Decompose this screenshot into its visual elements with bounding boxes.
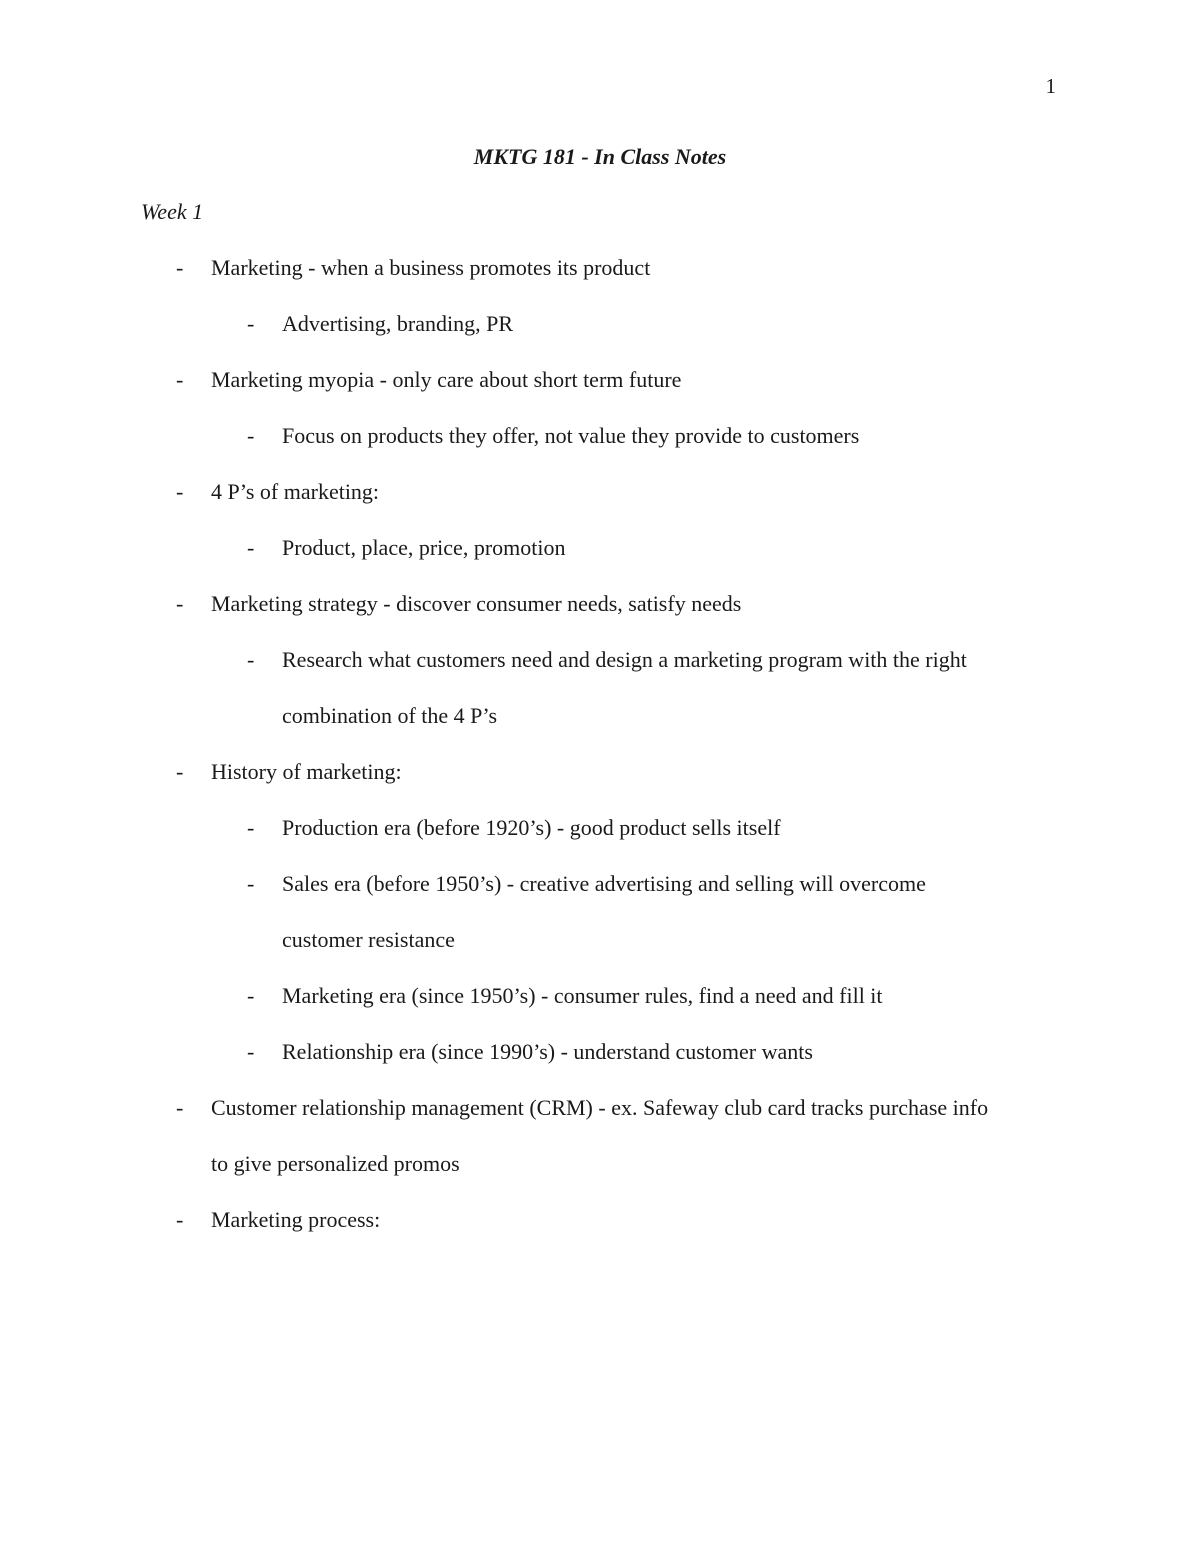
note-text: Marketing era (since 1950’s) - consumer rules, find a need and fill it — [282, 983, 883, 1008]
notes-list — [0, 254, 1200, 1262]
note-item-continuation — [0, 702, 1200, 758]
note-text: History of marketing: — [211, 759, 402, 784]
note-text: Product, place, price, promotion — [282, 535, 566, 560]
note-text: 4 P’s of marketing: — [211, 479, 380, 504]
note-item — [0, 422, 1200, 478]
bullet-dash: - — [176, 759, 184, 784]
note-item — [0, 982, 1200, 1038]
bullet-dash: - — [247, 871, 255, 896]
note-text: Research what customers need and design a marketing program with the right — [282, 647, 967, 672]
note-item — [0, 254, 1200, 310]
note-item — [0, 646, 1200, 702]
note-text: Marketing myopia - only care about short term future — [211, 367, 682, 392]
note-text: Customer relationship management (CRM) - ex. Safeway club card tracks purchase info — [211, 1095, 989, 1120]
note-text: customer resistance — [282, 927, 455, 952]
note-text: Sales era (before 1950’s) - creative advertising and selling will overcome — [282, 871, 926, 896]
bullet-dash: - — [176, 367, 184, 392]
note-item — [0, 758, 1200, 814]
note-item — [0, 814, 1200, 870]
document-title: MKTG 181 - In Class Notes — [473, 144, 727, 169]
note-item — [0, 1038, 1200, 1094]
bullet-dash: - — [247, 1039, 255, 1064]
bullet-dash: - — [176, 255, 184, 280]
note-item-continuation — [0, 1150, 1200, 1206]
bullet-dash: - — [247, 983, 255, 1008]
bullet-dash: - — [176, 1095, 184, 1120]
bullet-dash: - — [247, 423, 255, 448]
note-item — [0, 534, 1200, 590]
note-item — [0, 870, 1200, 926]
bullet-dash: - — [176, 591, 184, 616]
note-text: combination of the 4 P’s — [282, 703, 498, 728]
bullet-dash: - — [247, 647, 255, 672]
note-item — [0, 1094, 1200, 1150]
note-item — [0, 1206, 1200, 1262]
page-number: 1 — [1045, 74, 1056, 98]
note-text: to give personalized promos — [211, 1151, 460, 1176]
note-text: Focus on products they offer, not value they provide to customers — [282, 423, 860, 448]
note-text: Relationship era (since 1990’s) - understand customer wants — [282, 1039, 813, 1064]
note-text: Advertising, branding, PR — [282, 311, 513, 336]
note-text: Marketing strategy - discover consumer needs, satisfy needs — [211, 591, 742, 616]
bullet-dash: - — [247, 311, 255, 336]
note-text: Marketing process: — [211, 1207, 381, 1232]
bullet-dash: - — [247, 815, 255, 840]
week-heading: Week 1 — [141, 199, 204, 224]
note-item-continuation — [0, 926, 1200, 982]
note-text: Production era (before 1920’s) - good product sells itself — [282, 815, 781, 840]
note-text: Marketing - when a business promotes its product — [211, 255, 651, 280]
bullet-dash: - — [247, 535, 255, 560]
bullet-dash: - — [176, 479, 184, 504]
note-item — [0, 478, 1200, 534]
note-item — [0, 590, 1200, 646]
note-item — [0, 366, 1200, 422]
bullet-dash: - — [176, 1207, 184, 1232]
note-item — [0, 310, 1200, 366]
